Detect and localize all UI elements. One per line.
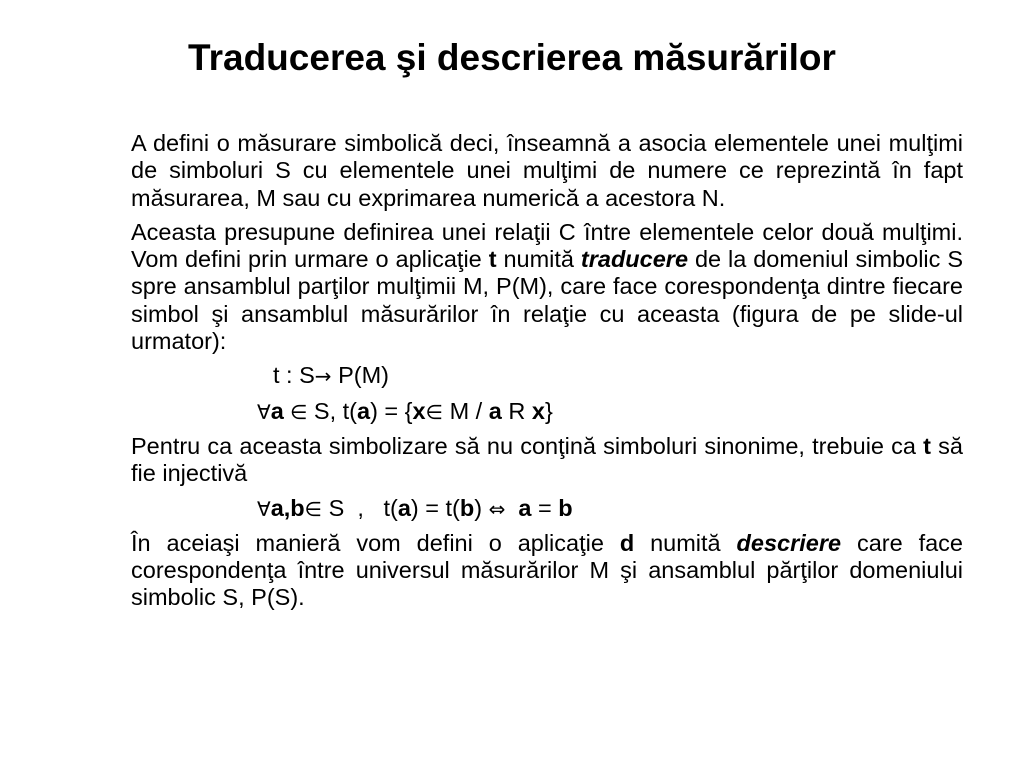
formula-text: } (544, 397, 553, 424)
iff-arrow-icon: ⇔ (488, 496, 506, 521)
paragraph-injective (131, 433, 963, 488)
formula-translation-definition (131, 398, 963, 426)
formula-text: ) = { (370, 397, 413, 424)
var-b: b (558, 494, 573, 521)
formula-text: ) (474, 494, 489, 521)
var-a: a (397, 494, 411, 521)
formula-text: P(M) (331, 362, 389, 389)
formula-text: S , t( (322, 494, 398, 521)
text-segment: Aceasta presupune definirea unei relaţii C între elementele celor două mulţimi. Vom defini prin urmare o aplicaţie (131, 218, 963, 273)
formula-text: R (501, 397, 532, 424)
formula-text: ) = t( (410, 494, 460, 521)
var-a: a (518, 494, 532, 521)
formula-text (505, 495, 518, 521)
var-a: a (357, 397, 371, 424)
formula-mapping (131, 362, 963, 390)
text-segment: numită (634, 529, 737, 556)
element-of-symbol: ∈ (425, 399, 444, 424)
paragraph-description (131, 530, 963, 612)
paragraph-relation (131, 219, 963, 355)
element-of-symbol: ∈ (283, 399, 314, 424)
formula-text: t : S (273, 362, 315, 389)
paragraph-definition: A defini o măsurare simbolică deci, înseamnă a asocia elementele unei mulţimi de simboluri S cu elementele unei mulţimi de numere ce reprezintă în fapt măsurarea, M sau cu exprimarea numerică a acestora N. (131, 130, 963, 211)
symbol-t: t (923, 432, 931, 459)
element-of-symbol: ∈ (304, 496, 323, 521)
slide-body (131, 130, 963, 619)
formula-injectivity (131, 495, 963, 523)
text-segment: de la domeniul simbolic S spre ansamblul parţilor mulţimii M, P(M), care face corespondenţa dintre fiecare simbol şi ansamblul măsurărilor în relaţie cu aceasta (figura de pe slide-ul urmator): (131, 246, 963, 355)
forall-symbol: ∀ (257, 399, 271, 424)
text-segment: numită (496, 246, 581, 273)
term-traducere: traducere (580, 246, 689, 273)
var-a: a (270, 397, 284, 424)
forall-symbol: ∀ (257, 496, 271, 521)
var-x: x (412, 397, 426, 424)
var-x: x (531, 397, 545, 424)
formula-text: S, t( (313, 397, 357, 424)
text-segment: care face corespondenţa între universul măsurărilor M şi ansamblul părţilor domeniului simbolic S, P(S). (131, 529, 963, 611)
right-arrow-icon: → (314, 364, 332, 389)
term-descriere: descriere (736, 529, 842, 556)
symbol-d: d (619, 529, 635, 556)
slide-title: Traducerea şi descrierea măsurărilor (188, 37, 836, 78)
formula-text: = (531, 494, 559, 521)
text-segment: În aceiaşi manieră vom defini o aplicaţie (131, 529, 620, 556)
text-segment: să fie injectivă (131, 432, 963, 487)
var-a: a (488, 397, 502, 424)
text-segment: Pentru ca aceasta simbolizare să nu conţină simboluri sinonime, trebuie ca (131, 432, 924, 459)
formula-text: M / (443, 397, 489, 424)
var-b: b (459, 494, 475, 521)
var-ab: a,b (270, 494, 305, 521)
symbol-t: t (488, 246, 497, 273)
